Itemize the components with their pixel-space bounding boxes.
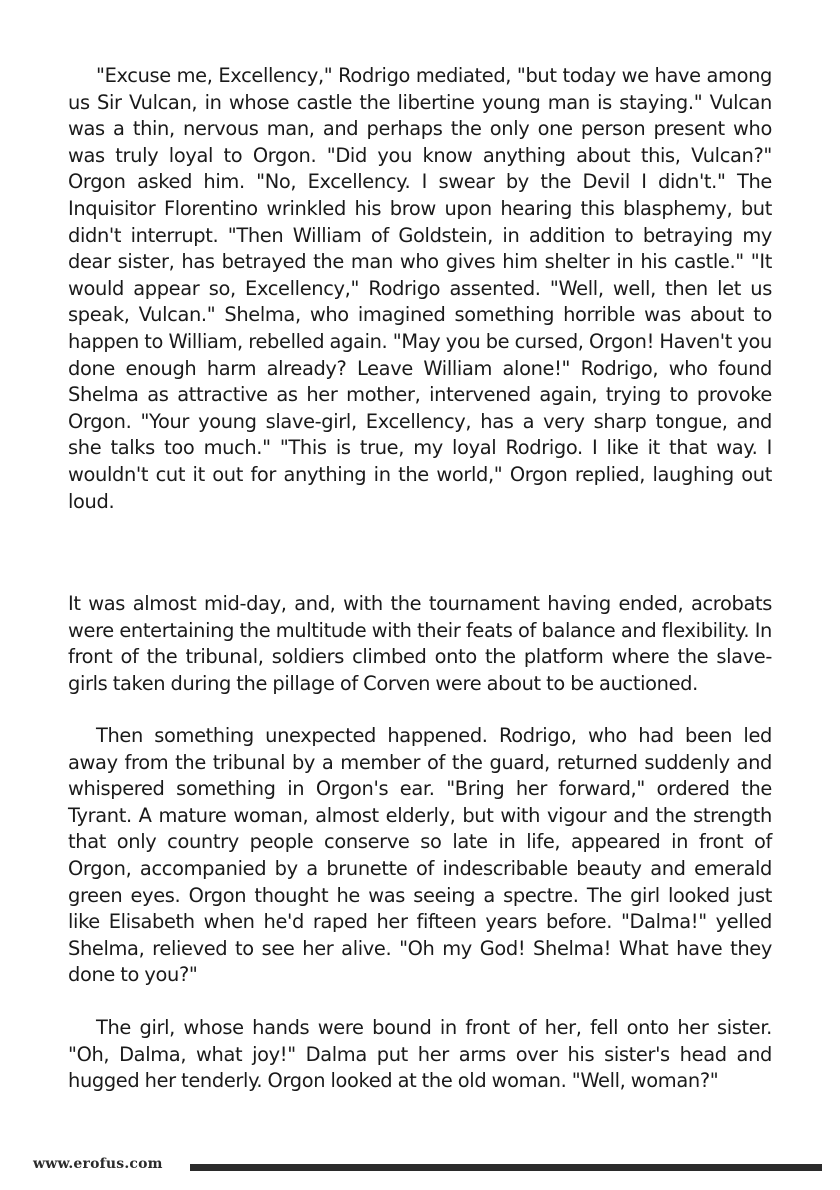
paragraph-2: It was almost mid-day, and, with the tournament having ended, acrobats were entertaining the multitude with their feats of balance and flexibility. In front of the tribunal, soldiers climbed onto the platform where the slave-girls taken during the pillage of Corven were about to be auctioned. <box>68 592 772 695</box>
watermark-bar <box>190 1164 822 1171</box>
site-watermark: www.erofus.com <box>33 1156 163 1172</box>
paragraph-1: "Excuse me, Excellency," Rodrigo mediated, "but today we have among us Sir Vulcan, in whose castle the libertine young man is staying." Vulcan was a thin, nervous man, and perhaps the only one person present who was truly loyal to Orgon. "Did you know anything about this, Vulcan?" Orgon asked him. "No, Excellency. I swear by the Devil I didn't." The Inquisitor Florentino wrinkled his brow upon hearing this blasphemy, but didn't interrupt. "Then William of Goldstein, in addition to betraying my dear sister, has betrayed the man who gives him shelter in his castle." "It would appear so, Excellency," Rodrigo assented. "Well, well, then let us speak, Vulcan." Shelma, who imagined something horrible was about to happen to William, rebelled again. "May you be cursed, Orgon! Haven't you done enough harm already? Leave William alone!" Rodrigo, who found Shelma as attractive as her mother, intervened again, trying to provoke Orgon. "Your young slave-girl, Excellency, has a very sharp tongue, and she talks too much." "This is true, my loyal Rodrigo. I like it that way. I wouldn't cut it out for anything in the world," Orgon replied, laughing out loud. <box>68 64 772 513</box>
paragraph-3: Then something unexpected happened. Rodrigo, who had been led away from the tribunal by a member of the guard, returned suddenly and whispered something in Orgon's ear. "Bring her forward," ordered the Tyrant. A mature woman, almost elderly, but with vigour and the strength that only country people conserve so late in life, appeared in front of Orgon, accompanied by a brunette of indescribable beauty and emerald green eyes. Orgon thought he was seeing a spectre. The girl looked just like Elisabeth when he'd raped her fifteen years before. "Dalma!" yelled Shelma, relieved to see her alive. "Oh my God! Shelma! What have they done to you?" <box>68 724 772 987</box>
paragraph-4: The girl, whose hands were bound in front of her, fell onto her sister. "Oh, Dalma, what joy!" Dalma put her arms over his sister's head and hugged her tenderly. Orgon looked at the old woman. "Well, woman?" <box>68 1016 772 1093</box>
